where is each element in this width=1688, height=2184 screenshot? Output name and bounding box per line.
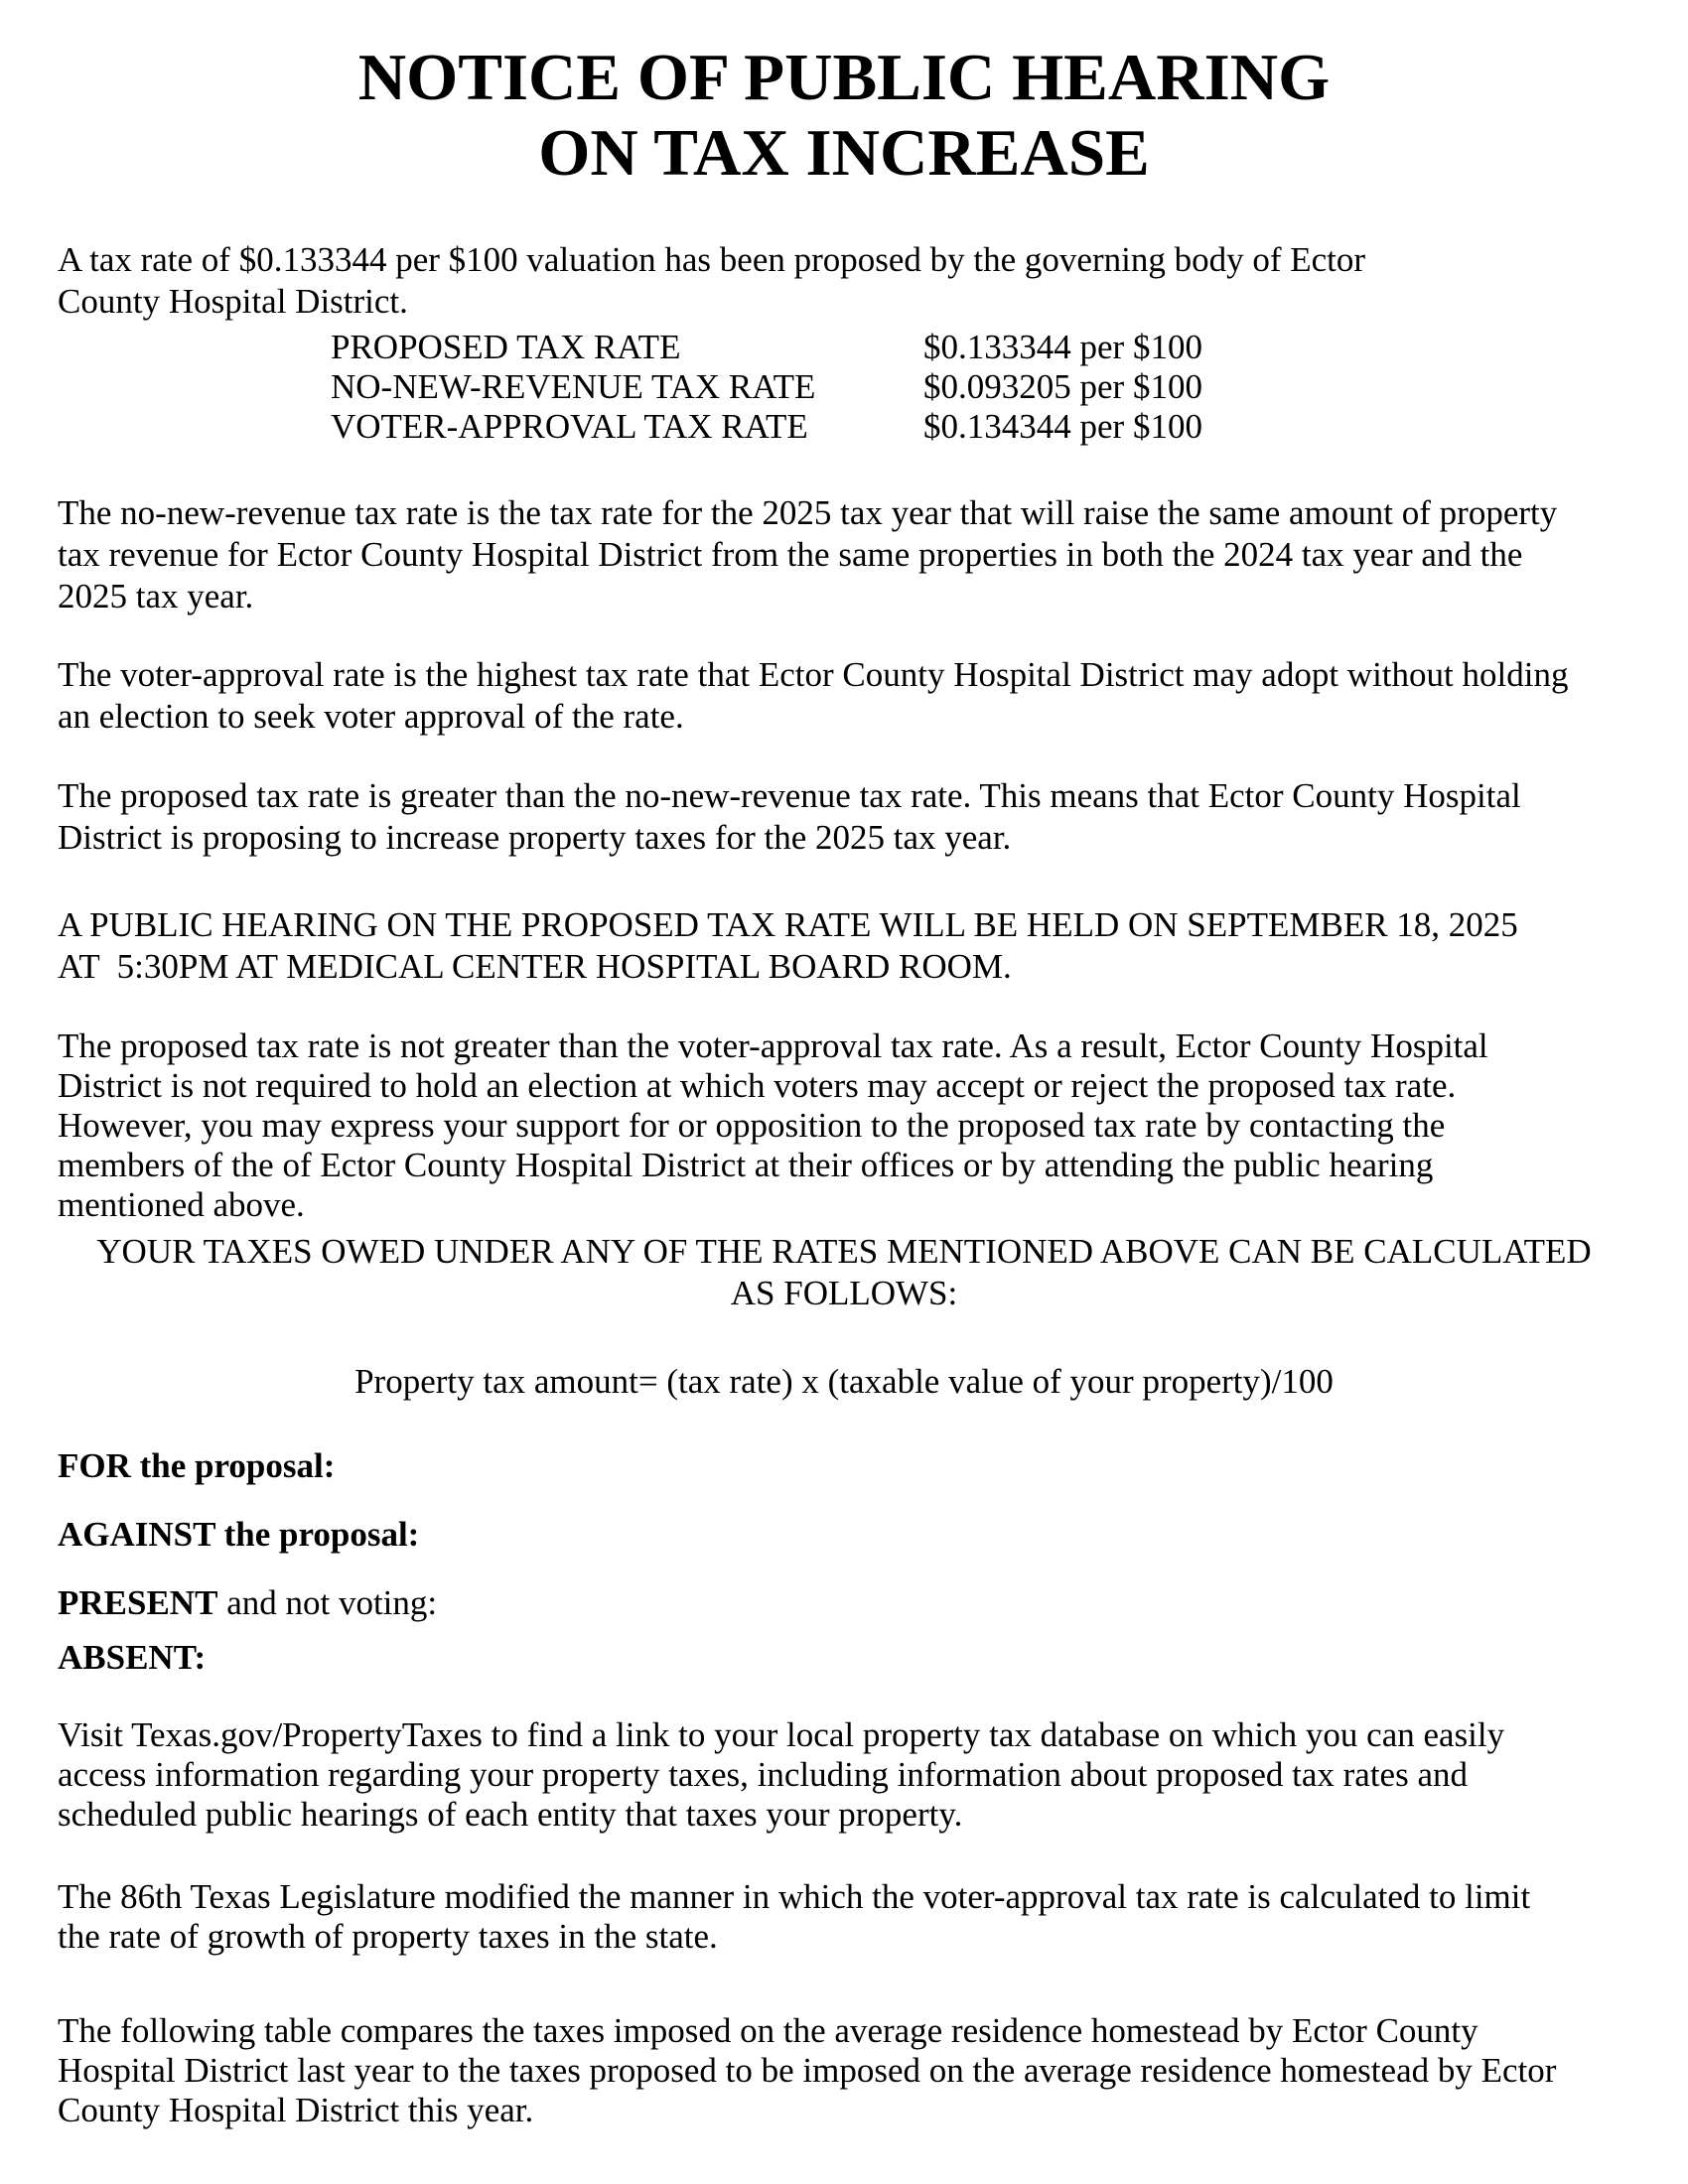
proposed-greater-paragraph	[58, 775, 1630, 859]
text-line: The following table compares the taxes imposed on the average residence homestead by Ector County	[58, 2011, 1478, 2050]
text-line: County Hospital District this year.	[58, 2091, 534, 2129]
text-line: an election to seek voter approval of the rate.	[58, 697, 684, 736]
comparison-table-paragraph	[58, 2011, 1630, 2130]
no-election-paragraph	[58, 1026, 1630, 1225]
text-line: The voter-approval rate is the highest tax rate that Ector County Hospital District may adopt without holding	[58, 655, 1569, 694]
text-line: the rate of growth of property taxes in the state.	[58, 1917, 718, 1956]
text-line: A tax rate of $0.133344 per $100 valuation has been proposed by the governing body of Ector	[58, 240, 1366, 279]
text-line: The proposed tax rate is not greater than the voter-approval tax rate. As a result, Ector County Hospital	[58, 1026, 1488, 1065]
calculation-heading	[58, 1231, 1630, 1314]
table-row	[331, 407, 1630, 447]
vote-against-line: AGAINST the proposal:	[58, 1515, 420, 1554]
text-line: mentioned above.	[58, 1185, 305, 1224]
rate-label: NO-NEW-REVENUE TAX RATE	[331, 367, 816, 406]
no-new-revenue-paragraph	[58, 492, 1630, 617]
vote-for-line: FOR the proposal:	[58, 1446, 336, 1485]
vote-present-line	[58, 1582, 1630, 1624]
rate-value: $0.093205 per $100	[923, 367, 1202, 406]
vote-absent-line: ABSENT:	[58, 1638, 207, 1677]
text-line: District is not required to hold an election at which voters may accept or reject the proposed tax rate.	[58, 1066, 1457, 1105]
text-line: scheduled public hearings of each entity that taxes your property.	[58, 1795, 963, 1834]
text-line: ON TAX INCREASE	[538, 116, 1150, 190]
page-title	[58, 40, 1630, 191]
vote-present-rest: and not voting:	[217, 1583, 438, 1622]
voter-approval-paragraph	[58, 654, 1630, 738]
text-line: Hospital District last year to the taxes proposed to be imposed on the average residence homestead by Ector	[58, 2051, 1557, 2090]
text-line: access information regarding your property taxes, including information about proposed tax rates and	[58, 1755, 1468, 1794]
table-row	[331, 367, 1630, 407]
text-line: However, you may express your support for or opposition to the proposed tax rate by contacting the	[58, 1106, 1446, 1145]
intro-paragraph	[58, 239, 1630, 323]
text-line: tax revenue for Ector County Hospital District from the same properties in both the 2024 tax year and the	[58, 535, 1523, 574]
table-row	[331, 328, 1630, 367]
visit-texas-gov-paragraph	[58, 1715, 1630, 1835]
rate-value: $0.133344 per $100	[923, 328, 1202, 366]
text-line: members of the of Ector County Hospital District at their offices or by attending the public hearing	[58, 1146, 1434, 1184]
text-line: 2025 tax year.	[58, 577, 254, 615]
text-line: The no-new-revenue tax rate is the tax rate for the 2025 tax year that will raise the same amount of property	[58, 493, 1558, 532]
vote-present-label: PRESENT	[58, 1583, 218, 1622]
text-line: The proposed tax rate is greater than the no-new-revenue tax rate. This means that Ector County Hospital	[58, 776, 1521, 815]
text-line: AT 5:30PM AT MEDICAL CENTER HOSPITAL BOARD ROOM.	[58, 947, 1012, 986]
text-line: County Hospital District.	[58, 282, 408, 321]
tax-rate-table	[58, 328, 1630, 447]
text-line: Visit Texas.gov/PropertyTaxes to find a link to your local property tax database on which you can easily	[58, 1715, 1505, 1754]
rate-label: VOTER-APPROVAL TAX RATE	[331, 407, 808, 446]
text-line: NOTICE OF PUBLIC HEARING	[357, 41, 1331, 114]
rate-value: $0.134344 per $100	[923, 407, 1202, 446]
public-hearing-paragraph	[58, 904, 1630, 988]
text-line: A PUBLIC HEARING ON THE PROPOSED TAX RATE WILL BE HELD ON SEPTEMBER 18, 2025	[58, 905, 1518, 944]
text-line: YOUR TAXES OWED UNDER ANY OF THE RATES MENTIONED ABOVE CAN BE CALCULATED	[96, 1232, 1592, 1271]
legislature-paragraph	[58, 1877, 1630, 1957]
text-line: AS FOLLOWS:	[730, 1274, 958, 1312]
rate-label: PROPOSED TAX RATE	[331, 328, 681, 366]
text-line: The 86th Texas Legislature modified the manner in which the voter-approval tax rate is calculated to limit	[58, 1877, 1531, 1916]
text-line: District is proposing to increase property taxes for the 2025 tax year.	[58, 818, 1012, 857]
property-tax-formula: Property tax amount= (tax rate) x (taxable value of your property)/100	[354, 1362, 1334, 1401]
